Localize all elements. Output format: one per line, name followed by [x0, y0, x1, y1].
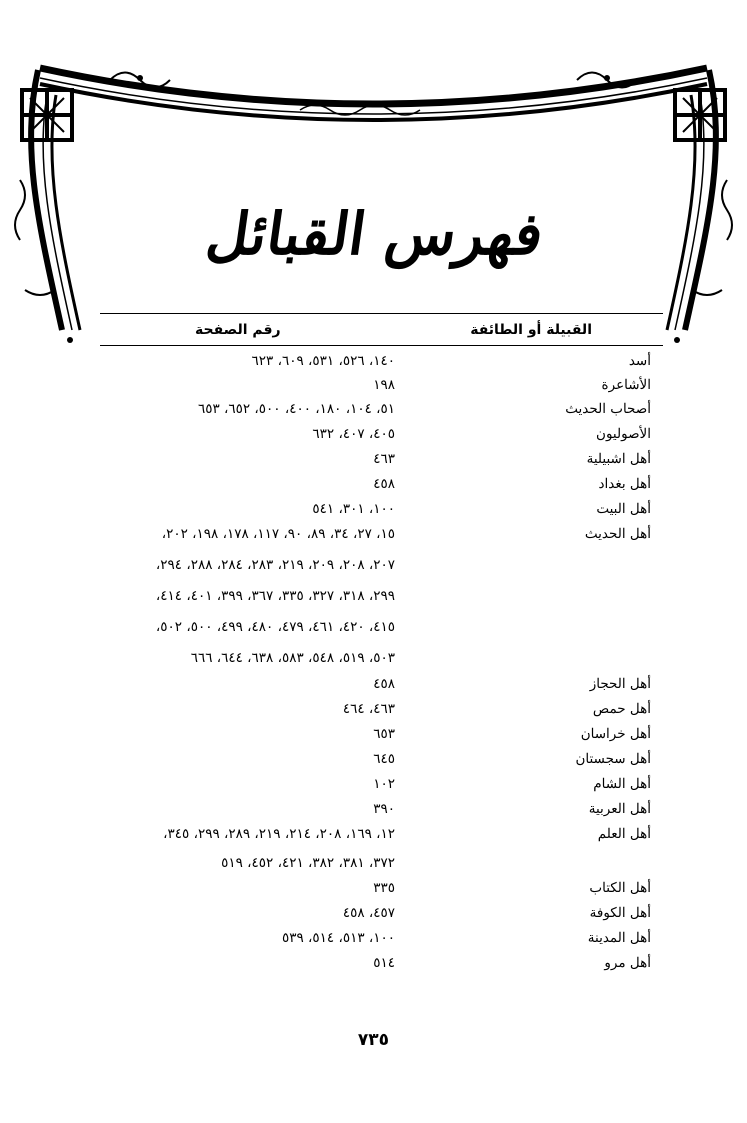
entry-name: أهل العلم [597, 826, 651, 842]
entry-pages: ٦٥٣ [373, 726, 395, 742]
table-row [0, 826, 747, 850]
table-row [0, 476, 747, 500]
ornamental-header-frame [0, 0, 747, 380]
entry-name: أسد [628, 353, 651, 369]
entry-name: أصحاب الحديث [565, 401, 651, 417]
table-row [0, 426, 747, 450]
entry-pages: ٥٠٣، ٥١٩، ٥٤٨، ٥٨٣، ٦٣٨، ٦٤٤، ٦٦٦ [190, 650, 395, 666]
entry-pages: ١٤٠، ٥٢٦، ٥٣١، ٦٠٩، ٦٢٣ [251, 353, 395, 369]
entry-name: أهل الحديث [584, 526, 651, 542]
table-row [0, 557, 747, 581]
entry-name: الأصوليون [596, 426, 651, 442]
table-row [0, 650, 747, 674]
entry-pages: ٦٤٥ [373, 751, 395, 767]
table-row [0, 855, 747, 879]
table-row [0, 955, 747, 979]
table-row [0, 588, 747, 612]
table-row [0, 501, 747, 525]
entry-name: أهل الكتاب [589, 880, 651, 896]
page-number: ٧٣٥ [357, 1030, 390, 1050]
page-title: فهرس القبائل [202, 200, 548, 268]
entry-name: أهل مرو [604, 955, 651, 971]
table-row [0, 676, 747, 700]
entry-pages: ٤٥٨ [373, 676, 395, 692]
entry-pages: ٤٦٣ [373, 451, 395, 467]
table-row [0, 905, 747, 929]
entry-name: أهل الكوفة [589, 905, 651, 921]
entry-pages: ١٠٠، ٣٠١، ٥٤١ [312, 501, 395, 517]
entry-pages: ١٠٢ [373, 776, 395, 792]
entry-name: أهل العربية [588, 801, 651, 817]
entry-pages: ١٠٠، ٥١٣، ٥١٤، ٥٣٩ [281, 930, 395, 946]
table-row [0, 401, 747, 425]
entry-name: أهل سجستان [575, 751, 651, 767]
column-header-pages: رقم الصفحة [195, 322, 281, 338]
entry-pages: ٤٠٥، ٤٠٧، ٦٣٢ [312, 426, 395, 442]
entry-name: أهل اشبيلية [586, 451, 651, 467]
entry-pages: ٢٠٧، ٢٠٨، ٢٠٩، ٢١٩، ٢٨٣، ٢٨٤، ٢٨٨، ٢٩٤، [155, 557, 395, 573]
entry-pages: ٤٦٣، ٤٦٤ [342, 701, 395, 717]
table-row [0, 776, 747, 800]
table-row [0, 751, 747, 775]
table-row [0, 377, 747, 401]
entry-pages: ٥١٤ [373, 955, 395, 971]
table-header-rule [100, 345, 663, 346]
table-row [0, 451, 747, 475]
entry-name: أهل الحجاز [589, 676, 651, 692]
entry-name: أهل المدينة [587, 930, 651, 946]
table-top-rule [100, 313, 663, 314]
entry-pages: ٣٣٥ [373, 880, 395, 896]
entry-name: الأشاعرة [601, 377, 651, 393]
table-row [0, 619, 747, 643]
entry-pages: ٤١٥، ٤٢٠، ٤٦١، ٤٧٩، ٤٨٠، ٤٩٩، ٥٠٠، ٥٠٢، [155, 619, 395, 635]
entry-pages: ١٢، ١٦٩، ٢٠٨، ٢١٤، ٢١٩، ٢٨٩، ٢٩٩، ٣٤٥، [163, 826, 395, 842]
entry-pages: ٥١، ١٠٤، ١٨٠، ٤٠٠، ٥٠٠، ٦٥٢، ٦٥٣ [197, 401, 395, 417]
entry-pages: ١٩٨ [373, 377, 395, 393]
entry-pages: ٣٩٠ [373, 801, 395, 817]
table-row [0, 526, 747, 550]
column-header-name: القبيلة أو الطائفة [470, 322, 592, 338]
table-row [0, 726, 747, 750]
entry-pages: ١٥، ٢٧، ٣٤، ٨٩، ٩٠، ١١٧، ١٧٨، ١٩٨، ٢٠٢، [161, 526, 395, 542]
table-row [0, 801, 747, 825]
entry-pages: ٢٩٩، ٣١٨، ٣٢٧، ٣٣٥، ٣٦٧، ٣٩٩، ٤٠١، ٤١٤، [155, 588, 395, 604]
table-row [0, 880, 747, 904]
table-row [0, 353, 747, 377]
table-row [0, 701, 747, 725]
entry-name: أهل البيت [596, 501, 651, 517]
entry-name: أهل الشام [593, 776, 651, 792]
table-row [0, 930, 747, 954]
entry-name: أهل خراسان [580, 726, 651, 742]
entry-pages: ٤٥٨ [373, 476, 395, 492]
entry-pages: ٤٥٧، ٤٥٨ [342, 905, 395, 921]
entry-pages: ٣٧٢، ٣٨١، ٣٨٢، ٤٢١، ٤٥٢، ٥١٩ [221, 855, 395, 871]
entry-name: أهل بغداد [598, 476, 651, 492]
entry-name: أهل حمص [592, 701, 651, 717]
